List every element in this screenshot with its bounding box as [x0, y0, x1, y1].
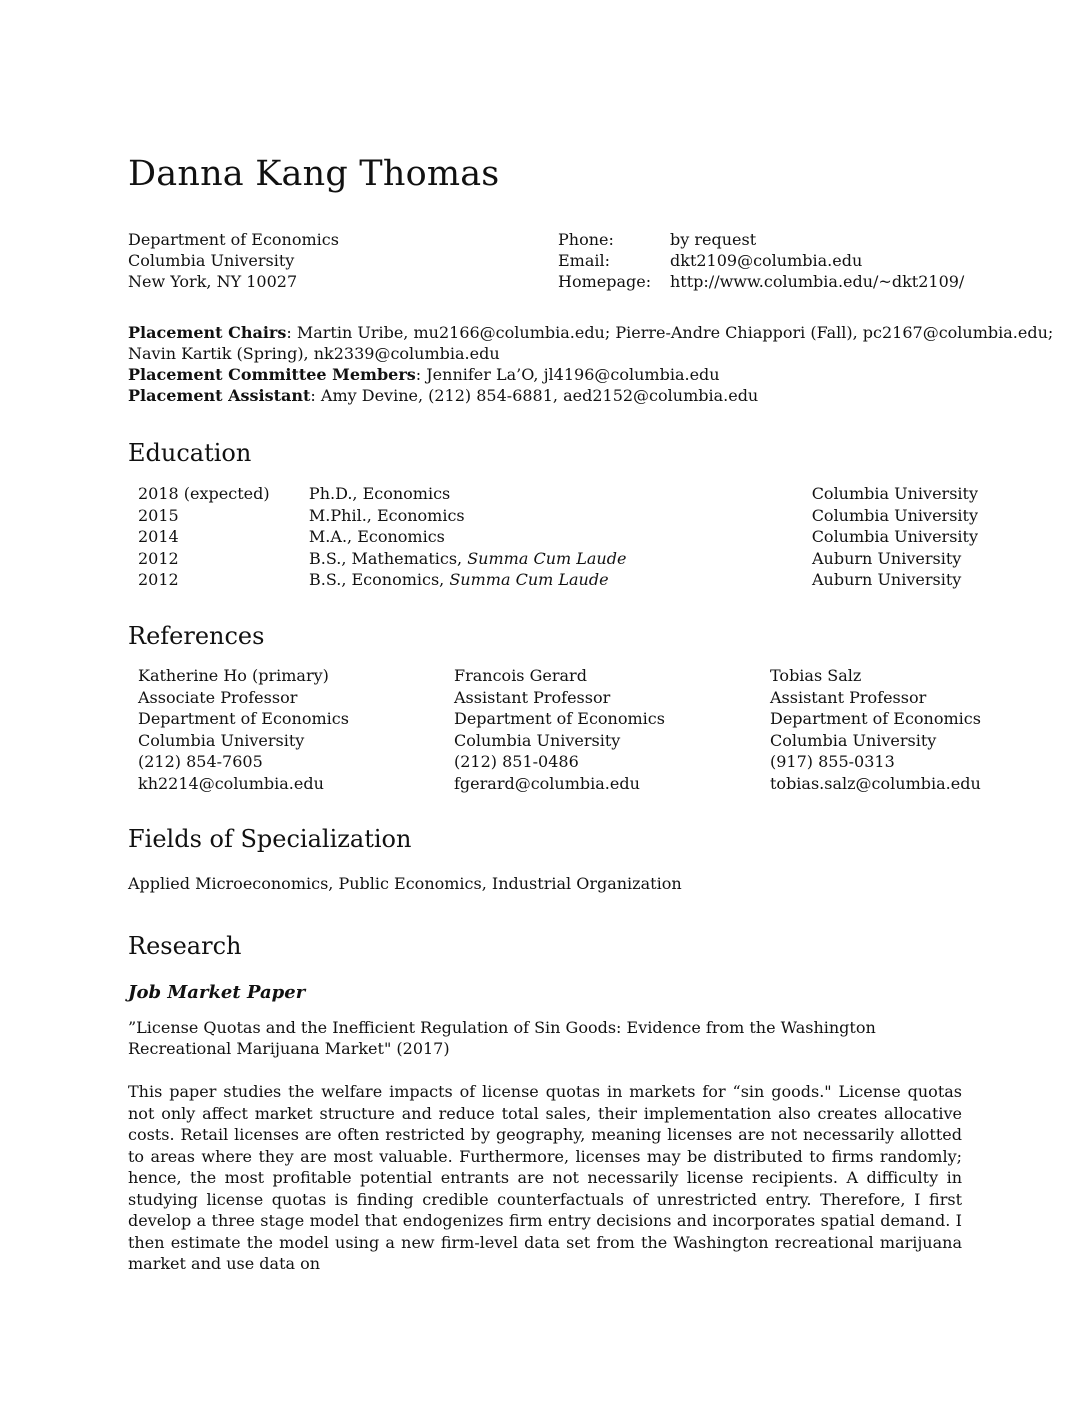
homepage-label: Homepage: [558, 272, 652, 291]
placement-chairs-cont: Navin Kartik (Spring), nk2339@columbia.edu [128, 344, 500, 363]
education-year: 2015 [138, 505, 179, 525]
placement-committee-label: Placement Committee Members [128, 365, 416, 384]
email-label: Email: [558, 251, 611, 270]
education-row [138, 505, 978, 527]
homepage-row [558, 271, 964, 292]
education-degree [309, 569, 812, 591]
reference-title: Assistant Professor [454, 687, 611, 707]
degree-text: M.A., Economics [308, 527, 445, 546]
fields-heading: Fields of Specialization [128, 825, 412, 853]
degree-honor: Summa Cum Laude [449, 570, 609, 589]
address-block [128, 229, 339, 292]
education-degree [309, 505, 812, 527]
education-row [138, 483, 978, 505]
contact-block [558, 229, 964, 292]
degree-text: M.Phil., Economics [308, 505, 465, 525]
reference-card [138, 665, 454, 794]
reference-dept: Department of Economics [454, 709, 665, 728]
education-institution: Auburn University [812, 570, 962, 589]
education-institution: Columbia University [811, 505, 978, 525]
reference-title: Assistant Professor [770, 687, 927, 707]
phone-value: by request [670, 230, 757, 249]
education-row [138, 526, 978, 548]
degree-text: B.S., Economics, [309, 570, 450, 589]
reference-dept: Department of Economics [770, 709, 981, 728]
reference-title: Associate Professor [138, 687, 298, 707]
education-table [138, 483, 978, 591]
reference-phone: (212) 854-7605 [138, 752, 263, 771]
placement-chairs-text: : Martin Uribe, mu2166@columbia.edu; Pierre-Andre Chiappori (Fall), pc2167@columbia.edu; [286, 323, 1054, 342]
reference-card [770, 665, 980, 794]
reference-univ: Columbia University [454, 730, 621, 750]
degree-text: B.S., Mathematics, [309, 548, 468, 568]
placement-committee-text: : Jennifer La’O, jl4196@columbia.edu [415, 365, 720, 384]
reference-email[interactable]: kh2214@columbia.edu [138, 773, 324, 793]
reference-email[interactable]: tobias.salz@columbia.edu [770, 773, 981, 793]
placement-block [128, 322, 1054, 406]
phone-label: Phone: [558, 230, 614, 249]
education-degree [309, 483, 812, 505]
references-heading: References [128, 622, 265, 650]
education-row [138, 548, 978, 570]
research-heading: Research [128, 932, 242, 960]
homepage-link[interactable]: http://www.columbia.edu/~dkt2109/ [670, 272, 965, 291]
education-year: 2014 [138, 527, 179, 546]
reference-phone: (917) 855-0313 [770, 752, 895, 771]
placement-chairs [128, 322, 1054, 343]
reference-name: Katherine Ho (primary) [138, 666, 329, 685]
education-institution: Auburn University [812, 548, 962, 568]
email-row [558, 250, 964, 271]
placement-committee [128, 364, 1008, 385]
education-degree [309, 548, 812, 570]
reference-card [454, 665, 770, 794]
address-line: Department of Economics [128, 230, 339, 249]
degree-honor: Summa Cum Laude [467, 548, 627, 568]
placement-assistant [128, 385, 1008, 406]
reference-name: Francois Gerard [454, 666, 587, 685]
cv-name: Danna Kang Thomas [128, 154, 500, 194]
education-year: 2018 (expected) [138, 484, 270, 503]
reference-univ: Columbia University [138, 730, 305, 750]
placement-assistant-label: Placement Assistant [128, 386, 311, 405]
phone-row [558, 229, 964, 250]
jmp-abstract: This paper studies the welfare impacts of license quotas in markets for “sin goods." License quotas not only affect market structure and reduce total sales, their implementation also creates allocative costs. Retail licenses are often restricted by geography, meaning licenses are not necessarily allotted to areas where they are most valuable. Furthermore, licenses may be distributed to firms randomly; hence, the most profitable potential entrants are not necessarily license recipients. A difficulty in studying license quotas is finding credible counterfactuals of unrestricted entry. Therefore, I first develop a three stage model that endogenizes firm entry decisions and incorporates spatial demand. I then estimate the model using a new firm-level data set from the Washington recreational marijuana market and use data on [128, 1082, 962, 1273]
education-degree [309, 526, 812, 548]
reference-email[interactable]: fgerard@columbia.edu [454, 773, 640, 793]
address-line: Columbia University [128, 251, 295, 270]
education-institution: Columbia University [811, 527, 978, 546]
jmp-title: ”License Quotas and the Inefficient Regulation of Sin Goods: Evidence from the Washington Recreational Marijuana Market" (2017) [128, 1018, 876, 1058]
reference-phone: (212) 851-0486 [454, 752, 579, 771]
degree-text: Ph.D., Economics [308, 484, 451, 503]
placement-assistant-text: : Amy Devine, (212) 854-6881, aed2152@columbia.edu [310, 386, 759, 405]
education-year: 2012 [138, 548, 179, 568]
reference-name: Tobias Salz [770, 666, 862, 685]
education-year: 2012 [138, 570, 179, 589]
education-row [138, 569, 978, 591]
reference-dept: Department of Economics [138, 709, 349, 728]
address-line: New York, NY 10027 [128, 272, 298, 291]
education-institution: Columbia University [811, 484, 978, 503]
fields-text: Applied Microeconomics, Public Economics, Industrial Organization [128, 874, 682, 893]
references-block [138, 665, 980, 794]
reference-univ: Columbia University [770, 730, 937, 750]
jmp-subheading: Job Market Paper [128, 982, 306, 1003]
placement-chairs-label: Placement Chairs [128, 323, 287, 342]
education-heading: Education [128, 439, 252, 467]
email-link[interactable]: dkt2109@columbia.edu [670, 251, 863, 270]
